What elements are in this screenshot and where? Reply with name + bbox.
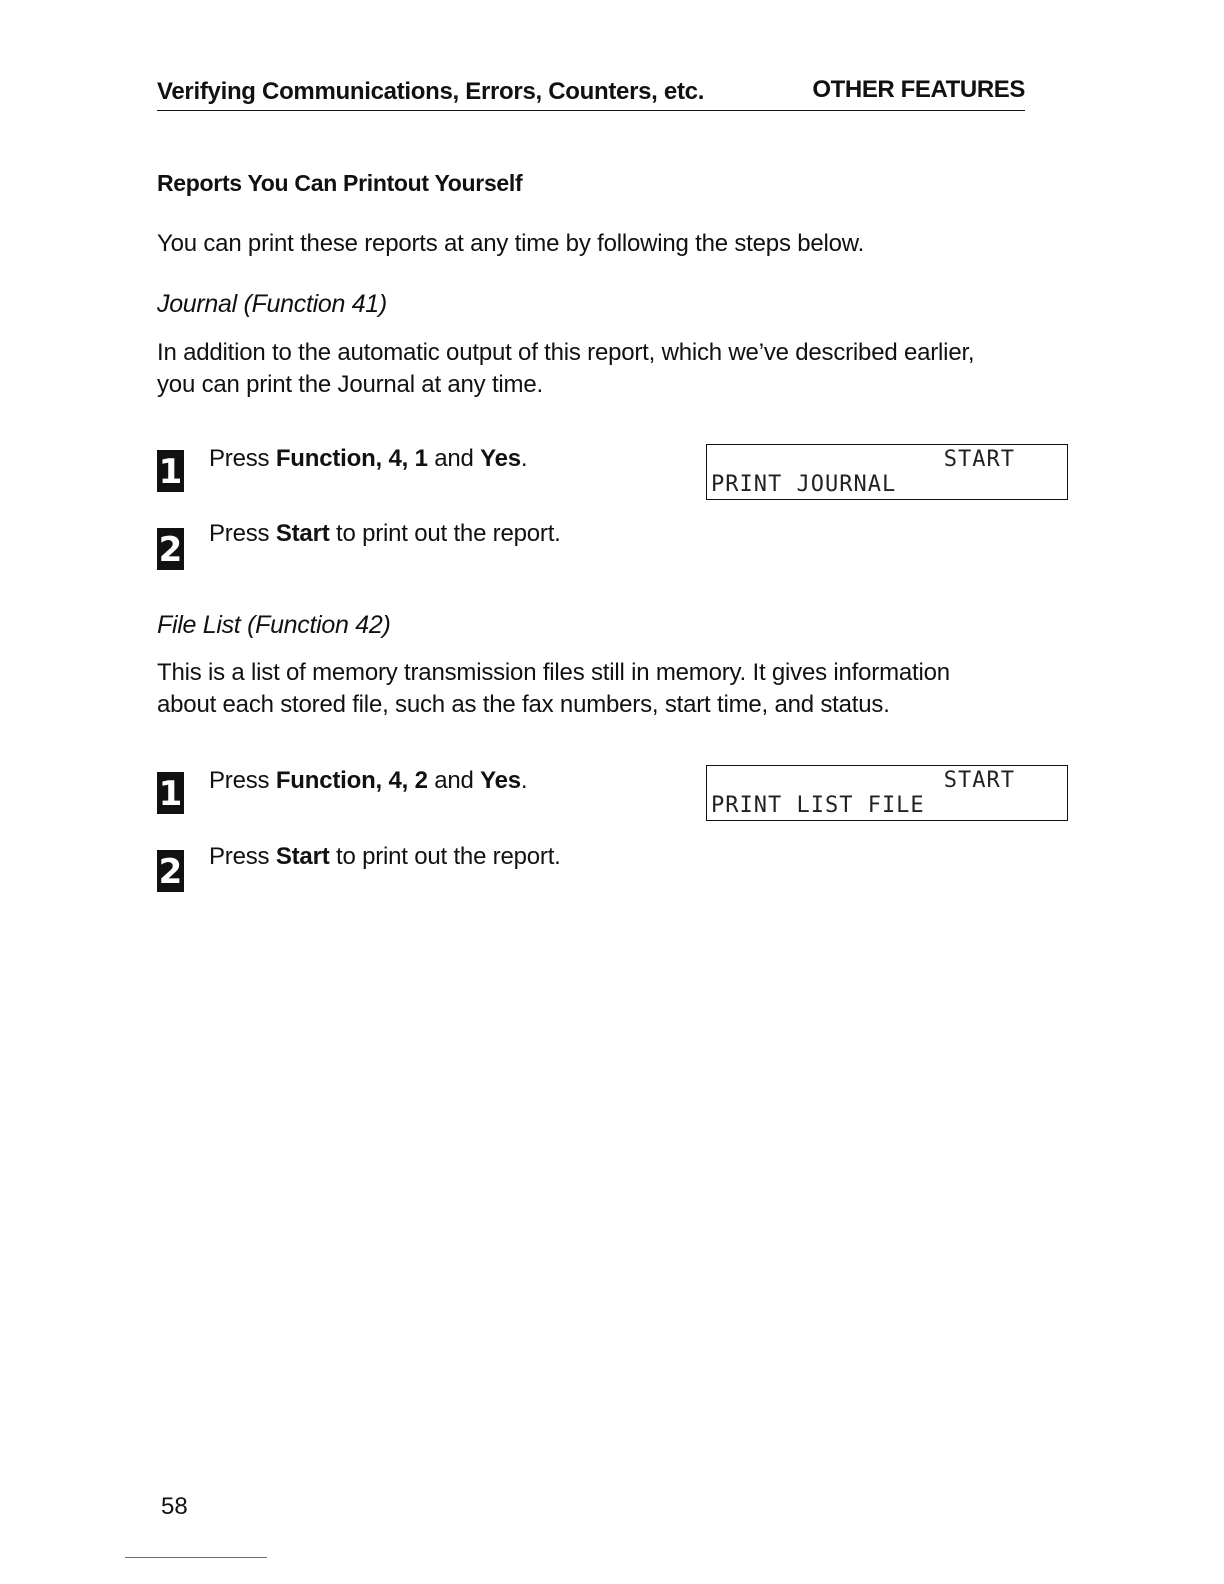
journal-lcd-bottom-line: PRINT JOURNAL <box>711 472 897 497</box>
journal-step1-number: 1 <box>158 452 183 492</box>
file-list-description <box>157 657 1037 721</box>
file-list-lcd-bottom-line: PRINT LIST FILE <box>711 793 925 818</box>
journal-lcd-top-line: START <box>943 447 1015 472</box>
file-list-description-line1: This is a list of memory transmission files still in memory. It gives information <box>157 659 950 686</box>
file-list-lcd-top-line: START <box>943 768 1015 793</box>
journal-description <box>157 337 1037 401</box>
intro-paragraph: You can print these reports at any time by following the steps below. <box>157 230 865 257</box>
header-section-label: OTHER FEATURES <box>812 76 1025 103</box>
file-list-heading: File List (Function 42) <box>157 611 391 639</box>
journal-step1-text: Press Function, 4, 1 and Yes. <box>209 445 528 472</box>
journal-lcd-display <box>706 444 1068 500</box>
file-list-step2-number: 2 <box>158 852 183 892</box>
journal-description-line1: In addition to the automatic output of this report, which we’ve described earlier, <box>157 339 975 366</box>
file-list-description-line2: about each stored file, such as the fax numbers, start time, and status. <box>157 691 890 718</box>
journal-heading: Journal (Function 41) <box>157 290 387 318</box>
journal-step2-number: 2 <box>158 530 183 570</box>
file-list-step1-text: Press Function, 4, 2 and Yes. <box>209 767 528 794</box>
section-title: Reports You Can Printout Yourself <box>157 170 523 196</box>
file-list-lcd-display <box>706 765 1068 821</box>
journal-step2-text: Press Start to print out the report. <box>209 520 561 547</box>
footer-divider <box>125 1557 267 1558</box>
header-chapter-title: Verifying Communications, Errors, Counters, etc. <box>157 78 705 105</box>
file-list-step2-text: Press Start to print out the report. <box>209 843 561 870</box>
journal-description-line2: you can print the Journal at any time. <box>157 371 543 398</box>
page-header <box>157 76 1025 111</box>
page-number: 58 <box>161 1493 188 1520</box>
file-list-step1-number: 1 <box>158 774 183 814</box>
